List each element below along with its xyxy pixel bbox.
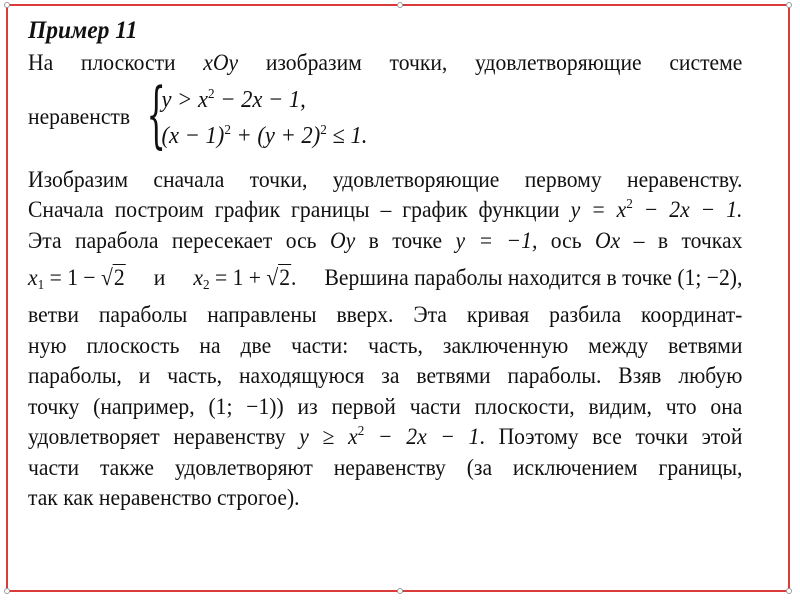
- resize-handle-bottom-right[interactable]: [786, 588, 792, 594]
- example-title: Пример 11: [28, 17, 138, 44]
- root-x2: $x_2 = 1 + √2$.: [193, 264, 297, 293]
- resize-handle-top-left[interactable]: [4, 2, 10, 8]
- para-line-1: Изобразим сначала точки, удовлетворяющие первому неравенству.: [28, 166, 743, 192]
- resize-handle-bottom-left[interactable]: [4, 588, 10, 594]
- vertex-text: Вершина параболы находится в точке (1; −2),: [324, 264, 743, 290]
- intro-text-1: На плоскости: [28, 50, 204, 75]
- inequality-2: $(x - 1)^2 + (y + 2)^2 \le 1$.: [161, 122, 368, 149]
- resize-handle-top-right[interactable]: [786, 2, 792, 8]
- resize-handle-bottom-center[interactable]: [397, 588, 403, 594]
- plane-name: xOy: [203, 50, 239, 75]
- root-x1: $x_1 = 1 - √2$: [28, 264, 125, 293]
- slide-content: [28, 14, 742, 514]
- intro-line: [28, 48, 742, 79]
- roots-line: [28, 256, 742, 300]
- para-line-6: ную плоскость на две части: часть, заключенную между ветвями: [28, 332, 743, 358]
- system-label: неравенств: [28, 104, 131, 130]
- system-equations: [161, 82, 367, 154]
- para-line-7: параболы, и часть, находящуюся за ветвями параболы. Взяв любую: [28, 363, 743, 388]
- inequality-system: [28, 71, 742, 157]
- inequality-1: $y > x^2 - 2x - 1$,: [161, 86, 306, 113]
- para-line-11: так как неравенство строгое).: [28, 485, 300, 510]
- slide-frame: [6, 4, 790, 592]
- para-line-9: удовлетворяет неравенству $y \ge x^2 - 2x - 1$. Поэтому все точки этой: [28, 424, 743, 449]
- and-word: и: [153, 264, 166, 290]
- para-line-5: ветви параболы направлены вверх. Эта кривая разбила координат-: [28, 302, 743, 327]
- para-line-3: Эта парабола пересекает ось Oy в точке y = −1, ось Ox – в точках: [28, 227, 743, 253]
- intro-text-2: изобразим точки, удовлетворяющие системе: [238, 50, 743, 75]
- para-line-2: Сначала построим график границы – график функции $y = x^2 - 2x - 1$.: [28, 197, 743, 222]
- resize-handle-top-center[interactable]: [397, 2, 403, 8]
- para-line-8: точку (например, (1; −1)) из первой части плоскости, видим, что она: [28, 393, 743, 419]
- para-line-10: части также удовлетворяют неравенству (за исключением границы,: [28, 454, 743, 480]
- system-brace: {: [146, 71, 166, 156]
